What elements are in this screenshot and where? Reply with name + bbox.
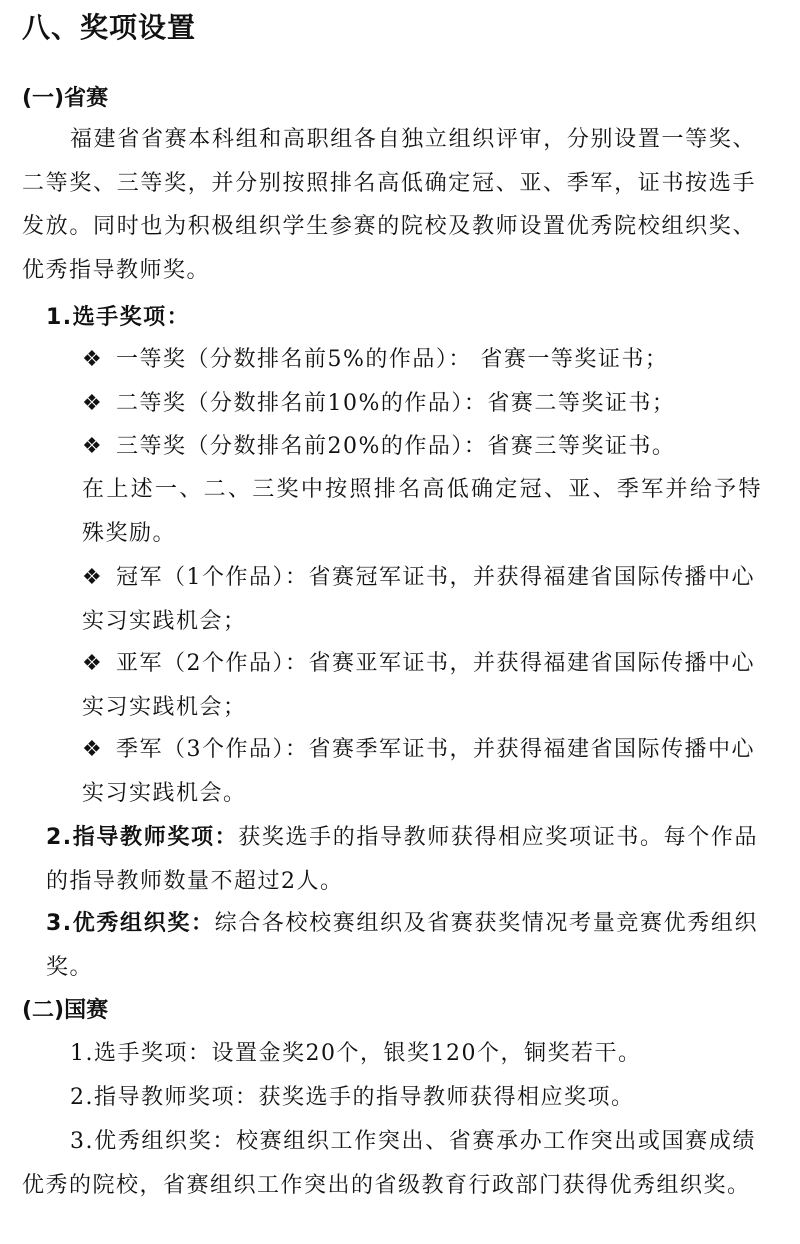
national-item: 2.指导教师奖项：获奖选手的指导教师获得相应奖项。 xyxy=(70,1085,635,1110)
org-award xyxy=(46,902,758,989)
rank-text: 亚军（2个作品）：省赛亚军证书，并获得福建省国际传播中心实习实践机会； xyxy=(82,651,755,720)
rank-item xyxy=(82,642,772,729)
org-award-text: 综合各校校赛组织及省赛获奖情况考量竞赛优秀组织奖。 xyxy=(46,911,758,980)
rank-text: 冠军（1个作品）：省赛冠军证书，并获得福建省国际传播中心实习实践机会； xyxy=(82,565,755,634)
teacher-award-text: 获奖选手的指导教师获得相应奖项证书。每个作品的指导教师数量不超过2人。 xyxy=(46,825,758,894)
tier-item xyxy=(82,425,772,469)
rank-text: 季军（3个作品）：省赛季军证书，并获得福建省国际传播中心实习实践机会。 xyxy=(82,737,755,806)
tier-item xyxy=(82,382,772,426)
tier-text: 三等奖（分数排名前20%的作品）：省赛三等奖证书。 xyxy=(116,434,676,459)
tier-text: 一等奖（分数排名前5%的作品）： 省赛一等奖证书； xyxy=(116,347,669,372)
tier-item xyxy=(82,338,772,382)
player-awards-label: 1.选手奖项： xyxy=(46,305,191,330)
tier-text: 二等奖（分数排名前10%的作品）：省赛二等奖证书； xyxy=(116,391,676,416)
ranking-note: 在上述一、二、三奖中按照排名高低确定冠、亚、季军并给予特殊奖励。 xyxy=(82,477,762,546)
national-item: 3.优秀组织奖：校赛组织工作突出、省赛承办工作突出或国赛成绩优秀的院校，省赛组织工作突出的省级教育行政部门获得优秀组织奖。 xyxy=(22,1129,756,1198)
provincial-heading: (一)省赛 xyxy=(22,86,109,111)
diamond-bullet-icon: ❖ xyxy=(82,434,104,459)
diamond-bullet-icon: ❖ xyxy=(82,565,104,590)
org-award-label: 3.优秀组织奖： xyxy=(46,911,215,936)
national-heading: (二)国赛 xyxy=(22,998,109,1023)
diamond-bullet-icon: ❖ xyxy=(82,651,104,676)
diamond-bullet-icon: ❖ xyxy=(82,347,104,372)
provincial-intro: 福建省省赛本科组和高职组各自独立组织评审，分别设置一等奖、二等奖、三等奖，并分别按照排名高低确定冠、亚、季军，证书按选手发放。同时也为积极组织学生参赛的院校及教师设置优秀院校组织奖、优秀指导教师奖。 xyxy=(22,127,756,283)
national-item: 1.选手奖项：设置金奖20个，银奖120个，铜奖若干。 xyxy=(70,1041,642,1066)
teacher-award-label: 2.指导教师奖项： xyxy=(46,825,239,850)
diamond-bullet-icon: ❖ xyxy=(82,391,104,416)
section-title: 八、奖项设置 xyxy=(22,11,197,44)
rank-item xyxy=(82,728,772,815)
diamond-bullet-icon: ❖ xyxy=(82,737,104,762)
teacher-award xyxy=(46,816,758,903)
rank-item xyxy=(82,556,772,643)
